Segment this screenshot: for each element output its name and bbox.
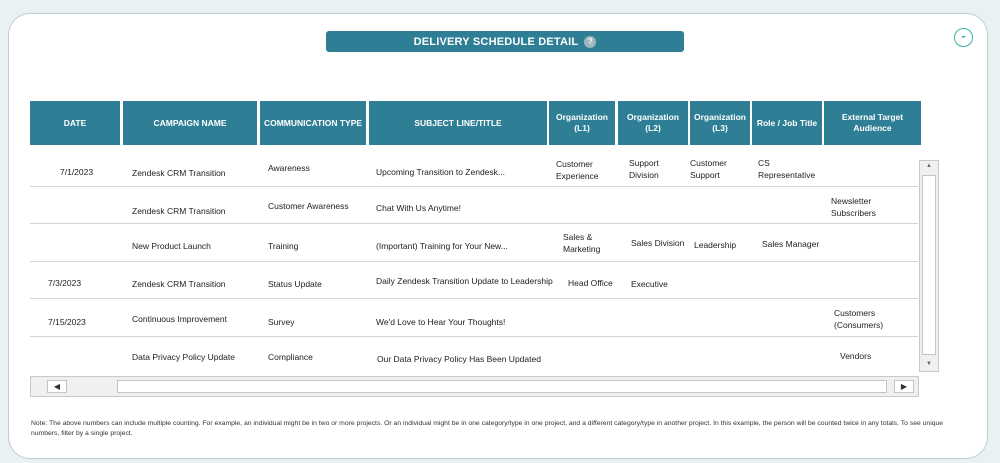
cell-comm-type: Awareness — [268, 163, 310, 173]
cell-subject: Chat With Us Anytime! — [376, 203, 462, 213]
horizontal-scrollbar[interactable] — [30, 376, 919, 397]
scroll-down-icon[interactable]: ▼ — [926, 361, 932, 367]
cell-comm-type: Survey — [268, 317, 295, 327]
table-row[interactable] — [30, 337, 918, 373]
table-row[interactable] — [30, 224, 918, 262]
cell-campaign: Zendesk CRM Transition — [132, 168, 226, 178]
cell-org1: Head Office — [568, 278, 613, 288]
cell-subject: (Important) Training for Your New... — [376, 241, 508, 251]
cell-org3: Leadership — [694, 240, 737, 250]
cell-campaign: Zendesk CRM Transition — [132, 279, 226, 289]
schedule-table-body — [30, 148, 918, 373]
header-subject-line[interactable]: SUBJECT LINE/TITLE — [369, 101, 547, 145]
cell-subject: Daily Zendesk Transition Update to Leadership — [376, 276, 553, 286]
cell-comm-type: Training — [268, 241, 299, 251]
cell-date: 7/15/2023 — [48, 317, 86, 327]
table-row[interactable] — [30, 187, 918, 224]
horizontal-scroll-thumb[interactable] — [117, 380, 887, 393]
cell-subject: We'd Love to Hear Your Thoughts! — [376, 317, 506, 327]
cell-date: 7/3/2023 — [48, 278, 82, 288]
cell-external-audience: Vendors — [840, 351, 872, 361]
cell-subject: Upcoming Transition to Zendesk... — [376, 167, 505, 177]
header-organization-l1[interactable]: Organization (L1) — [549, 101, 615, 145]
cell-org2: Support Division — [629, 158, 659, 180]
cell-campaign: New Product Launch — [132, 241, 211, 251]
section-title-bar — [326, 31, 684, 52]
header-role-job-title[interactable]: Role / Job Title — [752, 101, 822, 145]
cell-subject: Our Data Privacy Policy Has Been Updated — [377, 354, 541, 364]
cell-org2: Executive — [631, 279, 668, 289]
cell-org1: Sales & Marketing — [563, 232, 601, 254]
cell-comm-type: Compliance — [268, 352, 313, 362]
table-row[interactable] — [30, 262, 918, 299]
header-communication-type[interactable]: COMMUNICATION TYPE — [260, 101, 366, 145]
cell-role: CS Representative — [758, 158, 816, 180]
cell-org1: Customer Experience — [556, 159, 599, 181]
cell-campaign: Continuous Improvement — [132, 314, 227, 324]
cell-org2: Sales Division — [631, 238, 685, 248]
cell-org3: Customer Support — [690, 158, 727, 180]
collapse-button[interactable]: - — [954, 28, 973, 47]
vertical-scroll-thumb[interactable] — [922, 175, 936, 355]
cell-comm-type: Status Update — [268, 279, 322, 289]
header-organization-l3[interactable]: Organization (L3) — [690, 101, 750, 145]
vertical-scrollbar[interactable] — [919, 160, 939, 372]
header-external-target-audience[interactable]: External Target Audience — [824, 101, 921, 145]
scroll-left-icon[interactable]: ◀ — [47, 380, 67, 393]
cell-campaign: Zendesk CRM Transition — [132, 206, 226, 216]
header-date[interactable]: DATE — [30, 101, 120, 145]
section-title: DELIVERY SCHEDULE DETAIL — [413, 35, 579, 48]
table-row[interactable] — [30, 148, 918, 187]
footnote: Note: The above numbers can include multiple counting. For example, an individual might be in two or more projects. Or an individual might be in one category/type in one project, and a different category/type in another project. In this example, the person will be counted twice in any totals. To see unique numbers, filter by a single project. — [31, 420, 944, 437]
table-row[interactable] — [30, 299, 918, 337]
cell-date: 7/1/2023 — [60, 167, 94, 177]
header-organization-l2[interactable]: Organization (L2) — [618, 101, 688, 145]
cell-external-audience: Customers (Consumers) — [834, 308, 884, 330]
cell-comm-type: Customer Awareness — [268, 201, 349, 211]
scroll-right-icon[interactable]: ▶ — [894, 380, 914, 393]
help-icon[interactable]: ? — [584, 36, 596, 48]
cell-external-audience: Newsletter Subscribers — [831, 196, 876, 218]
cell-campaign: Data Privacy Policy Update — [132, 352, 235, 362]
scroll-up-icon[interactable]: ▲ — [926, 163, 932, 169]
cell-role: Sales Manager — [762, 239, 820, 249]
header-campaign-name[interactable]: CAMPAIGN NAME — [123, 101, 257, 145]
